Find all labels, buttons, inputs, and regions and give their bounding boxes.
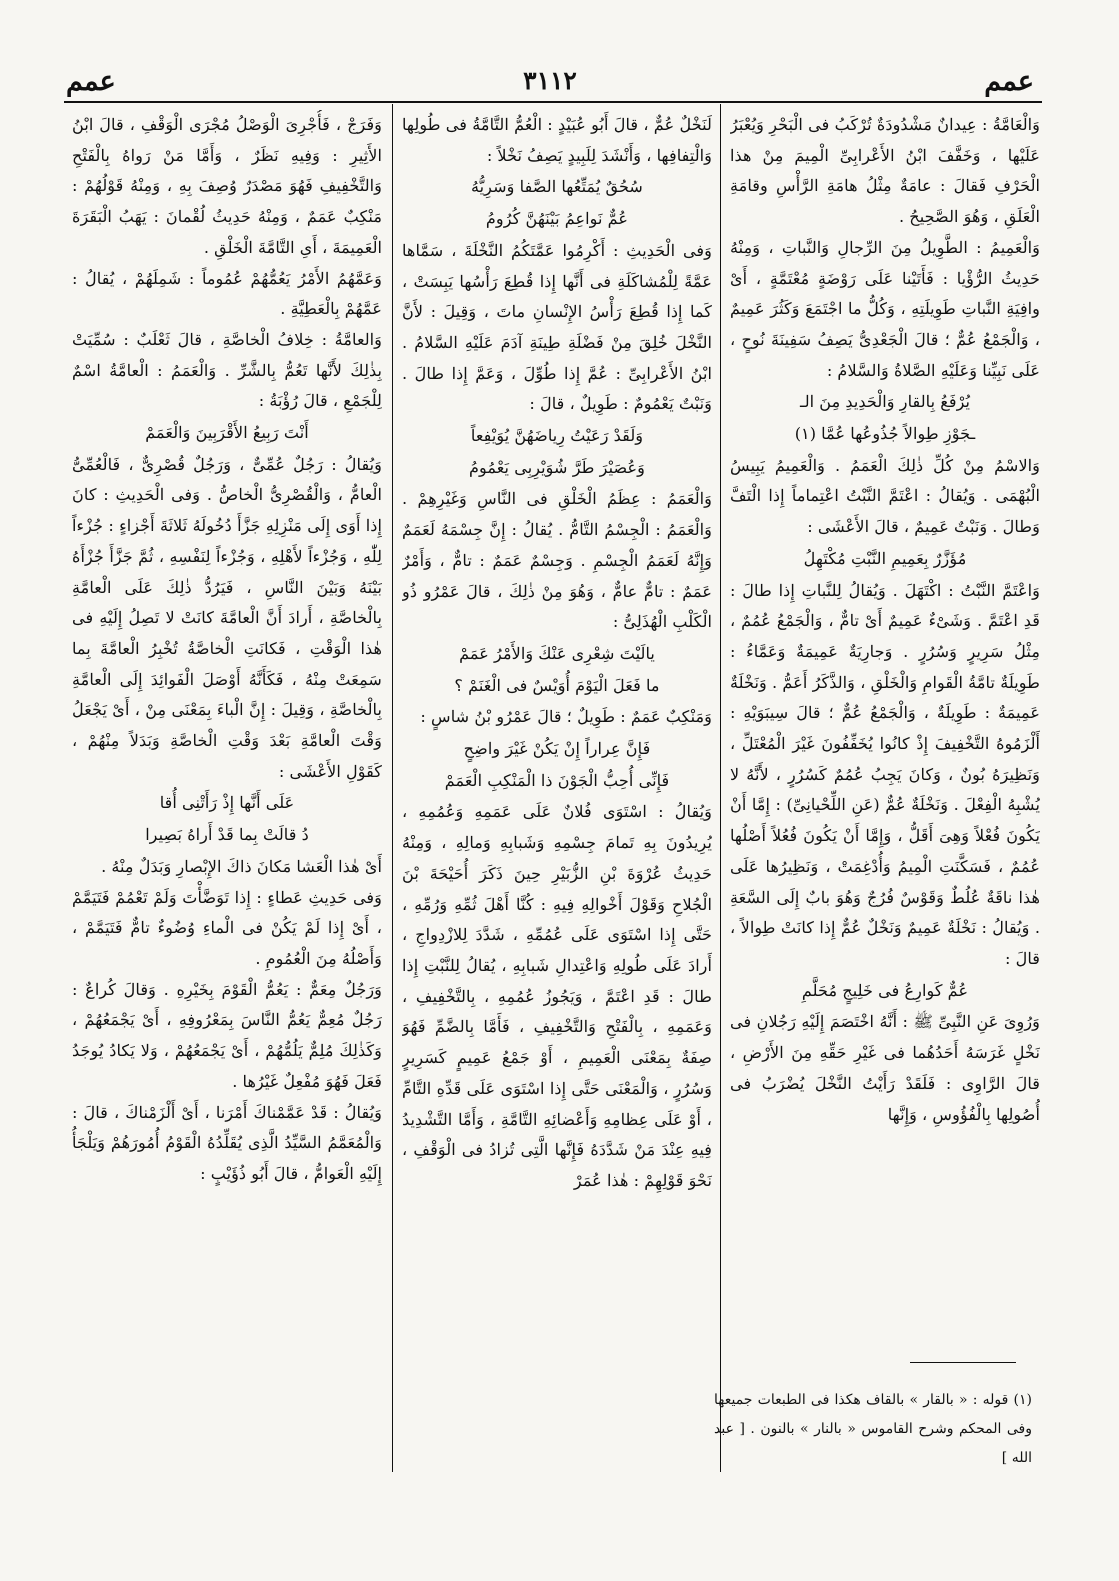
- paragraph: أَىْ هٰذا الْعَشا مَكانَ ذاكَ الإِبْصارِ وَبَدَلٌ مِنْهُ .: [101, 856, 382, 876]
- paragraph: وَفى حَدِيثِ عَطاءٍ : إِذا تَوَضَّأْتَ وَلَمْ تَعْمُمْ فَتَيَمَّمْ ، أَىْ إِذا لَمْ يَكُنْ فى الْماءِ وُضُوءٌ تامٌّ فَتَيَمَّمْ ، وَأَصْلُهُ مِنَ الْعُمُومِ .: [72, 887, 382, 968]
- verse-line: عُمٌّ كَوارِعُ فى خَلِيجٍ مُحَلَّمِ: [801, 980, 969, 1000]
- paragraph: وَالاسْمُ مِنْ كُلِّ ذٰلِكَ الْعَمَمُ . وَالْعَمِيمُ يَبِيسُ الْبُهْمَى . وَيُقالُ : اعْتَمَّ النَّبْتُ اعْتِماماً إِذا الْتَفَّ وَطالَ . وَنَبْتٌ عَمِيمٌ ، قالَ الأَعْشَى :: [730, 455, 1040, 537]
- paragraph: وَالعامَّةُ : خِلافُ الْخاصَّةِ ، قالَ ثَعْلَبٌ : سُمِّيَتْ بِذٰلِكَ لأَنَّها تَعُمُّ بِالشَّرِّ . وَالْعَمَمُ : الْعامَّةُ اسْمٌ لِلْجَمْعِ ، قالَ رُؤْبَةُ :: [72, 329, 382, 411]
- column-divider: [392, 104, 393, 1472]
- headword-left: عمم: [66, 66, 116, 97]
- paragraph: وَيُقالُ : اسْتَوَى فُلانٌ عَلَى عَمَمِهِ وَعُمُمِهِ ، يُرِيدُونَ بِهِ تَمامَ جِسْمِهِ وَشَبابِهِ وَمالِهِ ، وَمِنْهُ حَدِيثُ عُرْوَةَ بْنِ الزُّبَيْرِ حِينَ ذَكَرَ أُحَيْحَةَ بْنَ الْجُلاحِ وَقَوْلَ أَخْوالِهِ فِيهِ : كُنَّا أَهْلَ ثُمِّهِ وَرُمِّهِ ، حَتَّى إِذا اسْتَوَى عَلَى عُمُمِّهِ ، شَدَّدَ لِلازْدِواجِ ، أَرادَ عَلَى طُولِهِ وَاعْتِدالِ شَبابِهِ ، يُقالُ لِلنَّبْتِ إِذا طالَ : قَدِ اعْتَمَّ ، وَيَجُوزُ عُمُمِهِ ، بِالتَّخْفِيفِ ، وَعَمَمِهِ ، بِالْفَتْحِ وَالتَّخْفِيفِ ، فَأَمَّا بِالضَّمِّ فَهُوَ صِفَةٌ بِمَعْنَى الْعَمِيمِ ، أَوْ جَمْعُ عَمِيمٍ كَسَرِيرٍ وَسُرُرٍ ، وَالْمَعْنَى حَتَّى إِذا اسْتَوَى عَلَى قَدِّهِ التَّامِّ ، أَوْ عَلَى عِظامِهِ وَأَعْضائِهِ التَّامَّةِ ، وَأَمَّا التَّشْدِيدُ فِيهِ عِنْدَ مَنْ شَدَّدَهُ فَإِنَّها الَّتِى تُزادُ فى الْوَقْفِ ، نَحْوَ قَوْلِهِمْ : هٰذا عُمَرْ: [402, 802, 712, 1190]
- verse-line: فَإِنَّ عِراراً إِنْ يَكُنْ غَيْرَ واضِحٍ: [463, 739, 651, 759]
- paragraph: وَالْعَمَمُ : عِظَمُ الْخَلْقِ فى النَّاسِ وَغَيْرِهِمْ . وَالْعَمَمُ : الْجِسْمُ التَّامُّ . يُقالُ : إِنَّ جِسْمَهُ لَعَمَمٌ وَإِنَّهُ لَعَمَمُ الْجِسْمِ . وَجِسْمٌ عَمَمٌ : تامٌّ ، وَأَمْرٌ عَمَمٌ : تامٌّ عامٌّ ، وَهُوَ مِنْ ذٰلِكَ ، قالَ عَمْرُو ذُو الْكَلْبِ الْهُذَلِىُّ :: [402, 489, 712, 632]
- page-number: ٣١١٢: [523, 66, 577, 95]
- verse-line: يالَيْتَ شِعْرِى عَنْكَ وَالأَمْرُ عَمَمْ: [459, 643, 655, 663]
- paragraph: وَيُقالُ : قَدْ عَمَّمْناكَ أَمْرَنا ، أَىْ أَلْزَمْناكَ ، قالَ : وَالْمُعَمَّمُ السَّيِّدُ الَّذِى يُقَلِّدُهُ الْقَوْمُ أُمُورَهُمْ وَيَلْجَأُ إِلَيْهِ الْعَوامُّ ، قالَ أَبُو ذُؤَيْبٍ :: [72, 1102, 382, 1183]
- paragraph: وَاعْتَمَّ النَّبْتُ : اكْتَهَلَ . وَيُقالُ لِلنَّباتِ إِذا طالَ : قَدِ اعْتَمَّ . وَشَىْءٌ عَمِيمٌ أَىْ تامٌّ ، وَالْجَمْعُ عُمُمٌ ، مِثْلُ سَرِيرٍ وَسُرُرٍ . وَجارِيَةٌ عَمِيمَةٌ وَعَمَّاءُ : طَوِيلَةٌ تامَّةُ الْقَوامِ وَالْخَلْقِ ، وَالذَّكَرُ أَعَمُّ . وَنَخْلَةٌ عَمِيمَةٌ : طَوِيلَةٌ ، وَالْجَمْعُ عُمٌّ ؛ قالَ سِيبَوَيْهِ : أَلْزَمُوهُ التَّخْفِيفَ إِذْ كانُوا يُخَفِّفُونَ غَيْرَ الْمُعْتَلِّ ، وَنَظِيرَهُ بُونٌ ، وَكانَ يَجِبُ عُمُمٌ كَسُرُرٍ ، لأَنَّهُ لا يُشْبِهُ الْفِعْلَ . وَنَخْلَةٌ عُمٌّ (عَنِ اللِّحْيانِىِّ) : إِمَّا أَنْ يَكُونَ فُعْلاً وَهِىَ أَقَلُّ ، وَإِمَّا أَنْ يَكُونَ فُعُلاً أَصْلُها عُمُمٌ ، فَسَكَّنَتِ الْمِيمُ وَأُدْغِمَتْ ، وَنَظِيرُها عَلَى هٰذا ناقَةٌ عُلُطٌ وَقَوْسٌ فُرُجٌ وَهُوَ بابٌ إِلَى السَّعَةِ . وَيُقالُ : نَخْلَةٌ عَمِيمٌ وَنَخْلٌ عُمٌّ إِذا كانَتْ طِوالاً ، قالَ :: [730, 580, 1040, 968]
- paragraph: وَعَمَّهُمُ الأَمْرُ يَعُمُّهُمْ عُمُوماً : شَمِلَهُمْ ، يُقالُ : عَمَّهُمْ بِالْعَطِيَّةِ .: [72, 268, 382, 319]
- footnote-rule: [910, 1362, 1016, 1363]
- paragraph: وَمَنْكِبٌ عَمَمٌ : طَوِيلٌ ؛ قالَ عَمْرُو بْنُ شاسٍ :: [420, 707, 712, 727]
- paragraph: وَرَجُلٌ مِعَمٌّ : يَعُمُّ الْقَوْمَ بِخَيْرِهِ . وَقالَ كُراعٌ : رَجُلٌ مُعِمٌّ يَعُمُّ النَّاسَ بِمَعْرُوفِهِ ، أَىْ يَجْمَعُهُمْ ، وَكَذٰلِكَ مُلِمٌّ يَلُمُّهُمْ ، أَىْ يَجْمَعُهُمْ ، وَلا يَكادُ يُوجَدُ فَعَلَ فَهُوَ مُفْعِلٌ غَيْرُها .: [72, 979, 382, 1091]
- verse-line: أَنْتَ رَبِيعُ الأَقْرَبِينَ وَالْعَمَمْ: [145, 423, 309, 443]
- verse-line: عُمٌّ نَواعِمُ بَيْنَهُنَّ كُرُومُ: [485, 209, 629, 229]
- paragraph: وَفَرَجْ ، فَأُجْرِىَ الْوَصْلُ مُجْرَى الْوَقْفِ ، قالَ ابْنُ الأَثِيرِ : وَفِيهِ نَظَرٌ ، وَأَمَّا مَنْ رَواهُ بِالْفَتْحِ وَالتَّخْفِيفِ فَهُوَ مَصْدَرٌ وُصِفَ بِهِ ، وَمِنْهُ قَوْلُهُمْ : مَنْكِبٌ عَمَمٌ ، وَمِنْهُ حَدِيثُ لُقْمانَ : يَهَبُ الْبَقَرَةَ الْعَمِيمَةَ ، أَىِ التَّامَّةَ الْخَلْقِ .: [72, 115, 382, 257]
- column-divider: [720, 104, 721, 1472]
- page-header: [60, 66, 1040, 100]
- column-right: [730, 110, 1040, 1410]
- paragraph: لَنَخْلٌ عُمٌّ ، قالَ أَبُو عُبَيْدٍ : الْعُمُّ التَّامَّةُ فى طُولِها وَالْتِفافِها ، وَأَنْشَدَ لِلَبِيدٍ يَصِفُ نَخْلاً :: [402, 115, 712, 165]
- verse-line: ما فَعَلَ الْيَوْمَ أُوَيْسٌ فى الْغَنَمْ ؟: [454, 675, 660, 695]
- headword-right: عمم: [984, 66, 1034, 97]
- verse-line: دُ قالَتْ بِما قَدْ أَراهُ بَصِيرا: [145, 825, 309, 845]
- verse-line: مُؤَزَّرٌ بِعَمِيمِ النَّبْتِ مُكْتَهِلُ: [803, 548, 967, 568]
- paragraph: وَالْعَمِيمُ : الطَّوِيلُ مِنَ الرِّجالِ وَالنَّباتِ ، وَمِنْهُ حَدِيثُ الرُّؤْيا : فَأَتَيْنا عَلَى رَوْضَةٍ مُعْتَمَّةٍ ، أَىْ وافِيَةِ النَّباتِ طَوِيلَتِهِ ، وَكُلُّ ما اجْتَمَعَ وَكَثُرَ عَمِيمٌ ، وَالْجَمْعُ عُمٌّ ؛ قالَ الْجَعْدِىُّ يَصِفُ سَفِينَةَ نُوحٍ ، عَلَى نَبِيِّنا وَعَلَيْهِ الصَّلاةُ وَالسَّلامُ :: [730, 237, 1040, 380]
- verse-line: عَلَى أَنَّها إِذْ رَأَتْنِى أُقا: [159, 793, 295, 813]
- column-middle: [402, 110, 712, 1470]
- verse-line: وَلَقَدْ رَعَيْتُ رِياضَهُنَّ يُوَيْفِعاً: [470, 426, 644, 446]
- verse-line: ـجَوْزِ طِوالاً جُذُوعُها عُمَّا (١): [794, 424, 976, 444]
- verse-line: سُحُقٌ يُمَتِّعُها الصَّفا وَسَرِيُّهُ: [471, 177, 643, 197]
- column-left: [72, 110, 382, 1470]
- footnote: (١) قوله : « بالقار » بالقاف هكذا فى الطبعات جميعها وفى المحكم وشرح القاموس « بالنار » بالنون . [ عبد الله ]: [714, 1392, 1032, 1466]
- paragraph: وَرُوِىَ عَنِ النَّبِىِّ ﷺ : أَنَّهُ اخْتَصَمَ إِلَيْهِ رَجُلانِ فى نَخْلٍ غَرَسَهُ أَحَدُهُما فى غَيْرِ حَقِّهِ مِنَ الأَرْضِ ، قالَ الرَّاوِى : فَلَقَدْ رَأَيْتُ النَّخْلَ يُضْرَبُ فى أُصُولِها بِالْفُؤُوسِ ، وَإِنَّها: [730, 1012, 1040, 1124]
- paragraph: وَالْعَامَّةُ : عِيدانٌ مَشْدُودَةٌ تُرْكَبُ فى الْبَحْرِ وَيُعْبَرُ عَلَيْها ، وَخَفَّفَ ابْنُ الأَعْرابِىِّ الْمِيمَ مِنْ هذا الْحَرْفِ فَقالَ : عامَةٌ مِثْلُ هامَةِ الرَّأْسِ وقامَةِ الْعَلَقِ ، وَهُوَ الصَّحِيحُ .: [730, 115, 1040, 227]
- verse-line: وَعُصَيْرَ طَرَّ شُوَيْرِبِى يَعْمُومُ: [469, 457, 645, 477]
- verse-line: فَإِنِّى أُحِبُّ الْجَوْنَ ذا الْمَنْكِبِ الْعَمَمْ: [444, 770, 670, 790]
- paragraph: وَيُقالُ : رَجُلٌ عُمِّىٌّ ، وَرَجُلٌ قُصْرِىٌّ ، فَالْعُمِّىُّ الْعامُّ ، وَالْقُصْرِىُّ الْخاصُّ . وَفى الْحَدِيثِ : كانَ إِذا أَوَى إِلَى مَنْزِلِهِ جَزَّأَ دُخُولَهُ ثَلاثَةَ أَجْزاءٍ : جُزْءاً لِلّٰهِ ، وَجُزْءاً لأَهْلِهِ ، وَجُزْءاً لِنَفْسِهِ ، ثُمَّ جَزَّأَ جُزْأَهُ بَيْنَهُ وَبَيْنَ النَّاسِ ، فَيَرُدُّ ذٰلِكَ عَلَى الْعامَّةِ بِالْخاصَّةِ ، أَرادَ أَنَّ الْعامَّةَ كانَتْ لا تَصِلُ إِلَيْهِ فى هٰذا الْوَقْتِ ، فَكانَتِ الْخاصَّةُ تُخْبِرُ الْعامَّةَ بِما سَمِعَتْ مِنْهُ ، فَكَأَنَّهُ أَوْصَلَ الْفَوائِدَ إِلَى الْعامَّةِ بِالْخاصَّةِ ، وَقِيلَ : إِنَّ الْباءَ بِمَعْنَى مِنْ ، أَىْ يَجْعَلُ وَقْتَ الْعامَّةِ بَعْدَ وَقْتِ الْخاصَّةِ وَبَدَلاً مِنْهُمْ ، كَقَوْلِ الأَعْشَى :: [72, 454, 382, 781]
- header-rule: [64, 101, 1042, 103]
- paragraph: وَفى الْحَدِيثِ : أَكْرِمُوا عَمَّتَكُمُ النَّخْلَةَ ، سَمَّاها عَمَّةً لِلْمُشاكَلَةِ فى أَنَّها إِذا قُطِعَ رَأْسُها يَبِسَتْ ، كَما إِذا قُطِعَ رَأْسُ الإِنْسانِ ماتَ ، وَقِيلَ : لأَنَّ النَّخْلَ خُلِقَ مِنْ فَضْلَةِ طِينَةِ آدَمَ عَلَيْهِ السَّلامُ . ابْنُ الأَعْرابِىِّ : عُمَّ إِذا طُوِّلَ ، وَعَمَّ إِذا طالَ . وَنَبْتٌ يَعْمُومٌ : طَوِيلٌ ، قالَ :: [402, 240, 712, 414]
- verse-line: يُرْفَعُ بِالقارِ وَالْحَدِيدِ مِنَ الـ: [799, 392, 971, 412]
